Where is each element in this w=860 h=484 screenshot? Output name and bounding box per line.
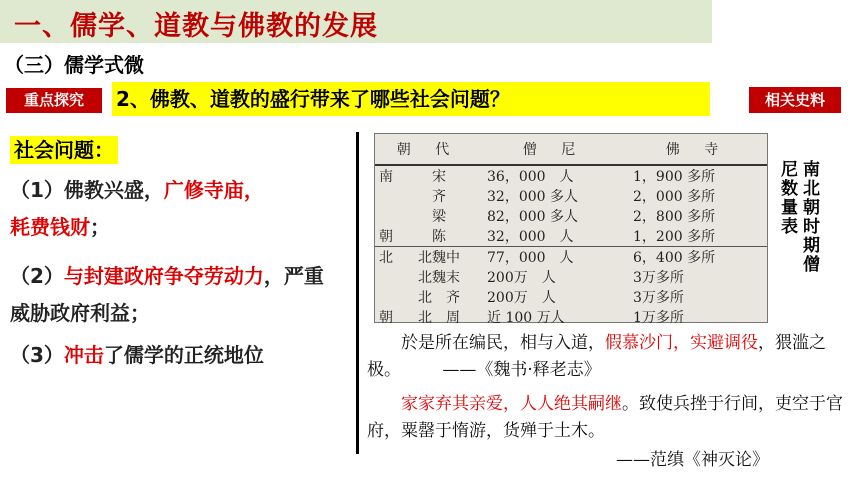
dynasty-name: 北 齐 [418, 290, 460, 306]
quote-1-highlight: 假慕沙门，实避调役 [605, 333, 758, 353]
table-header-row [375, 134, 767, 165]
dynasty-name: 陈 [432, 229, 446, 245]
temples-value: 1，200 多所 [633, 229, 716, 245]
issue-1-prefix: （1）佛教兴盛， [10, 178, 164, 202]
monks-temples-table [374, 133, 768, 326]
table-row [375, 307, 767, 327]
north-label-1: 北 [375, 247, 397, 268]
quote-2-text: 。致使兵挫于行间，吏空于官府，粟罄于惰游，货殚于土木。 [367, 394, 843, 441]
dynasty-name: 宋 [432, 169, 446, 185]
monks-value: 200万 人 [487, 270, 556, 286]
table-row [375, 186, 767, 206]
table-row [375, 247, 767, 268]
quote-1-text-b: ，猥滥之极。 [367, 333, 826, 380]
quote-1-source: ——《魏书·释老志》 [442, 360, 601, 380]
temples-value: 2，800 多所 [633, 209, 716, 225]
issue-1-highlight: 广修寺庙， [163, 178, 264, 202]
table-row [375, 226, 767, 247]
dynasty-name: 梁 [432, 209, 446, 225]
issue-2-prefix: （2） [10, 264, 64, 288]
monks-value: 32，000 人 [487, 229, 574, 245]
dynasty-name: 齐 [432, 189, 446, 205]
dynasty-name: 北 周 [418, 310, 460, 326]
issue-item-3 [10, 337, 340, 374]
temples-value: 1万多所 [633, 310, 684, 326]
issue-2-highlight: 与封建政府争夺劳动力 [63, 264, 264, 288]
south-label-1: 南 [379, 169, 393, 185]
question-banner: 2、佛教、道教的盛行带来了哪些社会问题？ [112, 82, 710, 116]
social-issues-label: 社会问题： [10, 136, 118, 164]
quote-weishu [367, 330, 845, 384]
issue-1-suffix: ； [90, 215, 110, 239]
focus-tag: 重点探究 [6, 88, 102, 113]
issue-3-highlight: 冲击 [63, 343, 104, 367]
table-caption: 南北朝时期僧尼数量表 [777, 160, 819, 274]
north-label-2: 朝 [379, 310, 393, 326]
table-row [375, 165, 767, 186]
monks-value: 77，000 人 [481, 247, 627, 268]
issue-3-suffix: 了儒学的正统地位 [103, 343, 264, 367]
divider-line [356, 132, 359, 454]
quote-2-highlight: 家家弃其亲爱，人人绝其嗣继 [401, 394, 622, 414]
issue-2-suffix: ，严重威胁政府利益； [10, 264, 324, 325]
monks-value: 82，000 多人 [487, 209, 578, 225]
south-label-2: 朝 [379, 229, 393, 245]
temples-value: 6，400 多所 [627, 247, 767, 268]
monks-value: 36，000 人 [487, 169, 574, 185]
related-materials-button[interactable]: 相关史料 [749, 87, 841, 113]
quote-shenmielun [367, 391, 845, 445]
issue-item-1 [10, 172, 340, 246]
col-dynasty-header: 朝 代 [375, 134, 481, 165]
temples-value: 3万多所 [633, 270, 684, 286]
monks-value: 近 100 万人 [487, 310, 565, 326]
dynasty-name: 北魏中 [397, 247, 481, 268]
monks-value: 32，000 多人 [487, 189, 578, 205]
issue-3-prefix: （3） [10, 343, 64, 367]
table-row [375, 206, 767, 226]
page-title: 一、儒学、道教与佛教的发展 [14, 11, 378, 42]
quote-1-text-a: 於是所在编民，相与入道， [401, 333, 605, 353]
issue-1-highlight-2: 耗费钱财 [10, 215, 90, 239]
temples-value: 1，900 多所 [633, 169, 716, 185]
section-subtitle: （三）儒学式微 [4, 53, 144, 77]
quote-2-source: ——范缜《神灭论》 [616, 450, 769, 470]
dynasty-name: 北魏末 [418, 270, 460, 286]
monks-value: 200万 人 [487, 290, 556, 306]
issue-item-2 [10, 258, 340, 332]
temples-value: 2，000 多所 [633, 189, 716, 205]
col-monks-header: 僧 尼 [481, 134, 627, 165]
temples-value: 3万多所 [633, 290, 684, 306]
table-row [375, 287, 767, 307]
col-temples-header: 佛 寺 [627, 134, 767, 165]
table-row [375, 267, 767, 287]
